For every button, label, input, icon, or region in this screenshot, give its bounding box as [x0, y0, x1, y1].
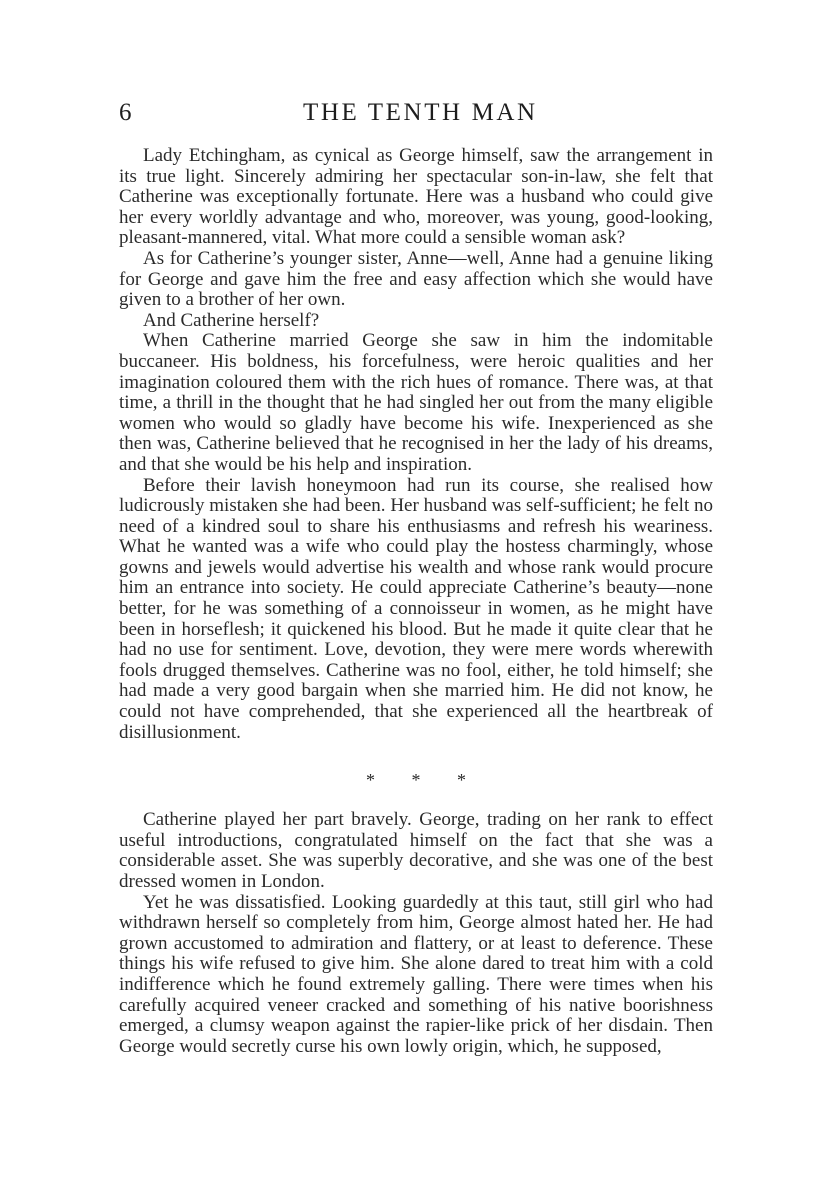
- body-text: [119, 146, 713, 1057]
- page-number: 6: [119, 99, 132, 126]
- paragraph-anne: As for Catherine’s younger sister, Anne—well, Anne had a genuine liking for George and gave him the free and easy affection which she would have given to a brother of her own.: [119, 247, 713, 311]
- section-break: * * *: [366, 770, 482, 791]
- paragraph-buccaneer: When Catherine married George she saw in him the indomitable buccaneer. His boldness, his forcefulness, were heroic qualities and her imagination coloured them with the rich hues of romance. There was, at that time, a thrill in the thought that he had singled her out from the many eligible women who would so gladly have become his wife. Inexperienced as she then was, Catherine believed that he recognised in her the lady of his dreams, and that she would be his help and inspiration.: [119, 330, 713, 475]
- running-head: [119, 95, 713, 131]
- paragraph-lady-etchingham: Lady Etchingham, as cynical as George himself, saw the arrangement in its true light. Sincerely admiring her spectacular son-in-law, she felt that Catherine was exceptionally fortunate. Here was a husband who could give her every worldly advantage and who, moreover, was young, good-looking, pleasant-mannered, vital. What more could a sensible woman ask?: [119, 145, 713, 249]
- book-title: THE TENTH MAN: [303, 99, 538, 126]
- paragraph-catherine-herself: And Catherine herself?: [143, 309, 320, 331]
- paragraph-played-part: Catherine played her part bravely. George, trading on her rank to effect useful introductions, congratulated himself on the fact that she was a considerable asset. She was superbly decorative, and she was one of the best dressed women in London.: [119, 809, 713, 892]
- paragraph-honeymoon: Before their lavish honeymoon had run its course, she realised how ludicrously mistaken she had been. Her husband was self-sufficient; he felt no need of a kindred soul to share his enthusiasms and refresh his weariness. What he wanted was a wife who could play the hostess charmingly, whose gowns and jewels would advertise his wealth and whose rank would procure him an entrance into society. He could appreciate Catherine’s beauty—none better, for he was something of a connoisseur in women, as he might have been in horseflesh; it quickened his blood. But he made it quite clear that he had no use for sentiment. Love, devotion, they were mere words wherewith fools drugged themselves. Catherine was no fool, either, he told himself; she had made a very good bargain when she married him. He did not know, he could not have comprehended, that she experienced all the heartbreak of disillusionment.: [119, 474, 713, 743]
- paragraph-dissatisfied: Yet he was dissatisfied. Looking guardedly at this taut, still girl who had withdrawn herself so completely from him, George almost hated her. He had grown accustomed to admiration and flattery, or at least to deference. These things his wife refused to give him. She alone dared to treat him with a cold indifference which he found extremely galling. There were times when his carefully acquired veneer cracked and something of his native boorishness emerged, a clumsy weapon against the rapier-like prick of her disdain. Then George would secretly curse his own lowly origin, which, he supposed,: [119, 891, 713, 1057]
